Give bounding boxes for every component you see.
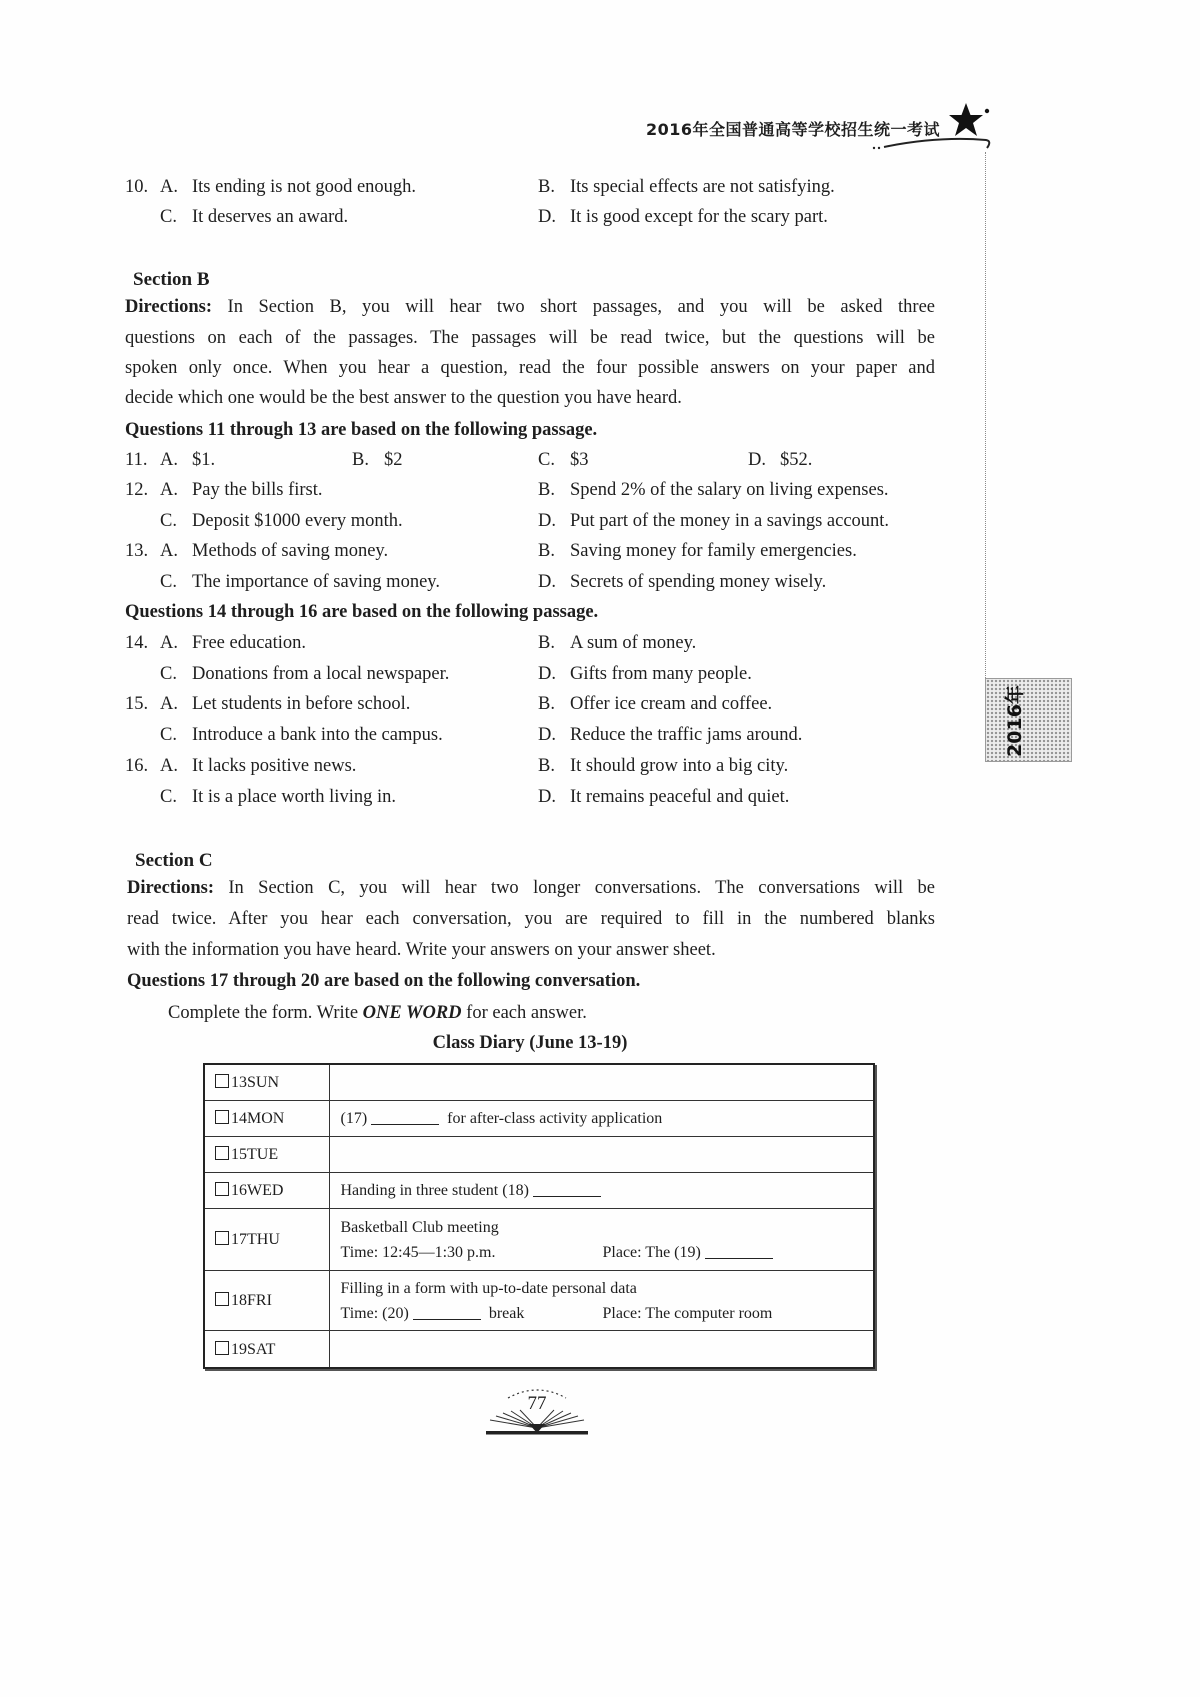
option-text: It is good except for the scary part. — [570, 207, 828, 227]
option-text: Saving money for family emergencies. — [570, 541, 857, 561]
table-row — [204, 1101, 874, 1137]
option-letter: A. — [160, 541, 178, 561]
day-cell — [204, 1331, 329, 1369]
option-letter: C. — [160, 511, 177, 531]
day-label: 18FRI — [231, 1292, 272, 1309]
section-b-directions-line: questions on each of the passages. The passages will be read twice, but the questions will be — [125, 328, 935, 348]
option-letter: B. — [538, 633, 555, 653]
option-c — [160, 723, 443, 747]
entry-text: Handing in three student (18) — [340, 1182, 529, 1199]
option-a — [160, 448, 215, 472]
option-text: Its ending is not good enough. — [192, 177, 417, 197]
option-text: Free education. — [192, 633, 307, 653]
option-text: Let students in before school. — [192, 694, 411, 714]
day-label: 17THU — [231, 1231, 280, 1248]
option-text: Put part of the money in a savings account. — [570, 511, 890, 531]
option-letter: C. — [538, 450, 555, 470]
option-a — [160, 631, 306, 655]
question-group-heading: Questions 14 through 16 are based on the following passage. — [125, 602, 599, 622]
directions-label: Directions: — [125, 297, 212, 317]
entry-time: Time: 12:45—1:30 p.m. — [340, 1243, 496, 1261]
option-text: It remains peaceful and quiet. — [570, 787, 790, 807]
year-side-tab — [985, 678, 1072, 762]
option-text: Methods of saving money. — [192, 541, 389, 561]
question-row — [0, 205, 1200, 229]
section-c-directions-line — [127, 876, 935, 900]
option-text: Secrets of spending money wisely. — [570, 572, 827, 592]
table-row — [204, 1064, 874, 1101]
option-b — [538, 175, 835, 199]
option-letter: D. — [538, 572, 556, 592]
option-letter: D. — [538, 725, 556, 745]
entry-time-group — [341, 1301, 603, 1326]
option-letter: B. — [538, 694, 555, 714]
diary-entry-empty — [329, 1137, 874, 1173]
option-letter: A. — [160, 480, 178, 500]
option-a — [160, 478, 323, 502]
checkbox-icon — [215, 1341, 229, 1355]
class-diary-grid — [203, 1063, 875, 1369]
option-letter: A. — [160, 694, 178, 714]
option-letter: D. — [538, 787, 556, 807]
day-cell — [204, 1271, 329, 1331]
question-number: 13. — [125, 541, 149, 561]
diary-entry — [329, 1101, 874, 1137]
page-number: 77 — [527, 1393, 547, 1414]
question-row — [0, 631, 1200, 655]
option-text: It deserves an award. — [192, 207, 349, 227]
option-letter: B. — [538, 756, 555, 776]
option-text: Deposit $1000 every month. — [192, 511, 403, 531]
option-letter: A. — [160, 177, 178, 197]
option-letter: B. — [538, 541, 555, 561]
option-text: Donations from a local newspaper. — [192, 664, 450, 684]
directions-label: Directions: — [127, 878, 214, 898]
answer-blank — [705, 1244, 773, 1259]
day-label: 13SUN — [231, 1074, 280, 1091]
day-cell — [204, 1064, 329, 1101]
option-letter: A. — [160, 450, 178, 470]
checkbox-icon — [215, 1074, 229, 1088]
option-text: $1. — [192, 450, 216, 470]
directions-text: In Section B, you will hear two short passages, and you will be asked three — [227, 297, 935, 317]
option-d — [538, 205, 828, 229]
option-text: A sum of money. — [570, 633, 697, 653]
option-c — [160, 570, 440, 594]
option-text: $3 — [570, 450, 589, 470]
checkbox-icon — [215, 1231, 229, 1245]
section-b-directions-line: spoken only once. When you hear a question, read the four possible answers on your paper and — [125, 358, 935, 378]
option-text: Its special effects are not satisfying. — [570, 177, 835, 197]
option-letter: D. — [748, 450, 766, 470]
day-label: 15TUE — [231, 1146, 279, 1163]
question-group-heading: Questions 11 through 13 are based on the following passage. — [125, 420, 598, 440]
option-d — [538, 723, 802, 747]
question-number: 10. — [125, 177, 149, 197]
question-row — [0, 662, 1200, 686]
question-row — [0, 175, 1200, 199]
option-d — [538, 662, 752, 686]
day-label: 14MON — [231, 1110, 285, 1127]
option-c — [160, 662, 449, 686]
question-number: 11. — [125, 450, 148, 470]
entry-time: Time: (20) — [340, 1304, 409, 1322]
day-cell — [204, 1173, 329, 1209]
table-row — [204, 1271, 874, 1331]
checkbox-icon — [215, 1146, 229, 1160]
option-text: Spend 2% of the salary on living expenses. — [570, 480, 889, 500]
entry-place: Place: The computer room — [602, 1304, 773, 1322]
day-cell — [204, 1209, 329, 1271]
option-letter: C. — [160, 572, 177, 592]
option-text: The importance of saving money. — [192, 572, 440, 592]
option-c — [160, 509, 403, 533]
option-letter: B. — [538, 480, 555, 500]
checkbox-icon — [215, 1292, 229, 1306]
table-title: Class Diary (June 13-19) — [432, 1033, 628, 1053]
option-a — [160, 754, 356, 778]
option-letter: D. — [538, 207, 556, 227]
day-cell — [204, 1101, 329, 1137]
option-letter: C. — [160, 207, 177, 227]
day-label: 16WED — [231, 1182, 284, 1199]
section-b-directions-line: decide which one would be the best answer to the question you have heard. — [125, 388, 682, 408]
table-row — [204, 1331, 874, 1369]
section-c-directions-line: read twice. After you hear each conversation, you are required to fill in the numbered blanks — [127, 909, 935, 929]
entry-time-suffix: break — [488, 1304, 525, 1322]
option-text: Reduce the traffic jams around. — [570, 725, 803, 745]
diary-entry — [329, 1173, 874, 1209]
entry-detail-line — [341, 1240, 874, 1265]
day-cell — [204, 1137, 329, 1173]
answer-blank — [533, 1182, 601, 1197]
day-label: 19SAT — [231, 1340, 276, 1358]
option-text: It is a place worth living in. — [192, 787, 396, 807]
question-row — [0, 723, 1200, 747]
question-number: 15. — [125, 694, 149, 714]
diary-entry — [329, 1271, 874, 1331]
option-d — [748, 448, 812, 472]
question-row — [0, 785, 1200, 809]
diary-entry-empty — [329, 1064, 874, 1101]
question-row — [0, 754, 1200, 778]
option-c — [538, 448, 589, 472]
class-diary-table — [203, 1063, 875, 1369]
option-letter: C. — [160, 725, 177, 745]
option-letter: B. — [538, 177, 555, 197]
option-d — [538, 509, 889, 533]
option-letter: C. — [160, 787, 177, 807]
section-b-title: Section B — [133, 269, 210, 290]
question-number: 12. — [125, 480, 149, 500]
option-a — [160, 692, 410, 716]
question-row — [0, 539, 1200, 563]
entry-text: for after-class activity application — [447, 1110, 663, 1127]
option-letter: A. — [160, 633, 178, 653]
entry-text: Basketball Club meeting — [340, 1218, 499, 1236]
option-text: Offer ice cream and coffee. — [570, 694, 773, 714]
option-letter: C. — [160, 664, 177, 684]
option-text: Pay the bills first. — [192, 480, 323, 500]
instruction-text: for each answer. — [466, 1003, 587, 1023]
question-row — [0, 448, 1200, 472]
option-letter: B. — [352, 450, 369, 470]
answer-blank — [413, 1305, 481, 1320]
question-row — [0, 509, 1200, 533]
option-text: It should grow into a big city. — [570, 756, 789, 776]
exam-title: 2016年全国普通高等学校招生统一考试 — [645, 120, 940, 139]
option-text: It lacks positive news. — [192, 756, 357, 776]
option-c — [160, 785, 396, 809]
option-b — [538, 754, 788, 778]
blank-number: (17) — [340, 1110, 368, 1127]
checkbox-icon — [215, 1182, 229, 1196]
answer-blank — [371, 1110, 439, 1125]
header-swoosh-icon — [868, 128, 996, 154]
option-b — [352, 448, 403, 472]
directions-text: In Section C, you will hear two longer conversations. The conversations will be — [228, 878, 936, 898]
option-a — [160, 539, 388, 563]
option-letter: D. — [538, 664, 556, 684]
table-row — [204, 1173, 874, 1209]
diary-entry — [329, 1209, 874, 1271]
entry-text: Filling in a form with up-to-date personal data — [340, 1279, 637, 1297]
option-text: Gifts from many people. — [570, 664, 752, 684]
table-row — [204, 1209, 874, 1271]
entry-place: Place: The (19) — [602, 1243, 701, 1261]
margin-dotted-rule — [985, 152, 986, 678]
option-d — [538, 570, 826, 594]
section-c-title: Section C — [135, 850, 213, 871]
option-a — [160, 175, 416, 199]
checkbox-icon — [215, 1110, 229, 1124]
instruction-text: Complete the form. Write — [168, 1003, 359, 1023]
option-d — [538, 785, 789, 809]
option-b — [538, 631, 696, 655]
form-instruction — [168, 1001, 587, 1025]
section-b-directions-line — [125, 295, 935, 319]
question-number: 14. — [125, 633, 149, 653]
option-b — [538, 692, 772, 716]
entry-detail-line — [341, 1301, 874, 1326]
section-c-directions-line: with the information you have heard. Write your answers on your answer sheet. — [127, 940, 716, 960]
side-tab-label: 2016年 — [1004, 685, 1026, 757]
question-row — [0, 478, 1200, 502]
option-b — [538, 539, 857, 563]
instruction-emphasis: ONE WORD — [362, 1003, 462, 1023]
diary-entry-empty — [329, 1331, 874, 1369]
question-number: 16. — [125, 756, 149, 776]
question-row — [0, 692, 1200, 716]
option-c — [160, 205, 348, 229]
question-group-heading: Questions 17 through 20 are based on the following conversation. — [127, 971, 641, 991]
option-letter: D. — [538, 511, 556, 531]
option-b — [538, 478, 889, 502]
option-text: $52. — [780, 450, 813, 470]
option-text: Introduce a bank into the campus. — [192, 725, 443, 745]
option-text: $2 — [384, 450, 403, 470]
table-row — [204, 1137, 874, 1173]
option-letter: A. — [160, 756, 178, 776]
question-row — [0, 570, 1200, 594]
